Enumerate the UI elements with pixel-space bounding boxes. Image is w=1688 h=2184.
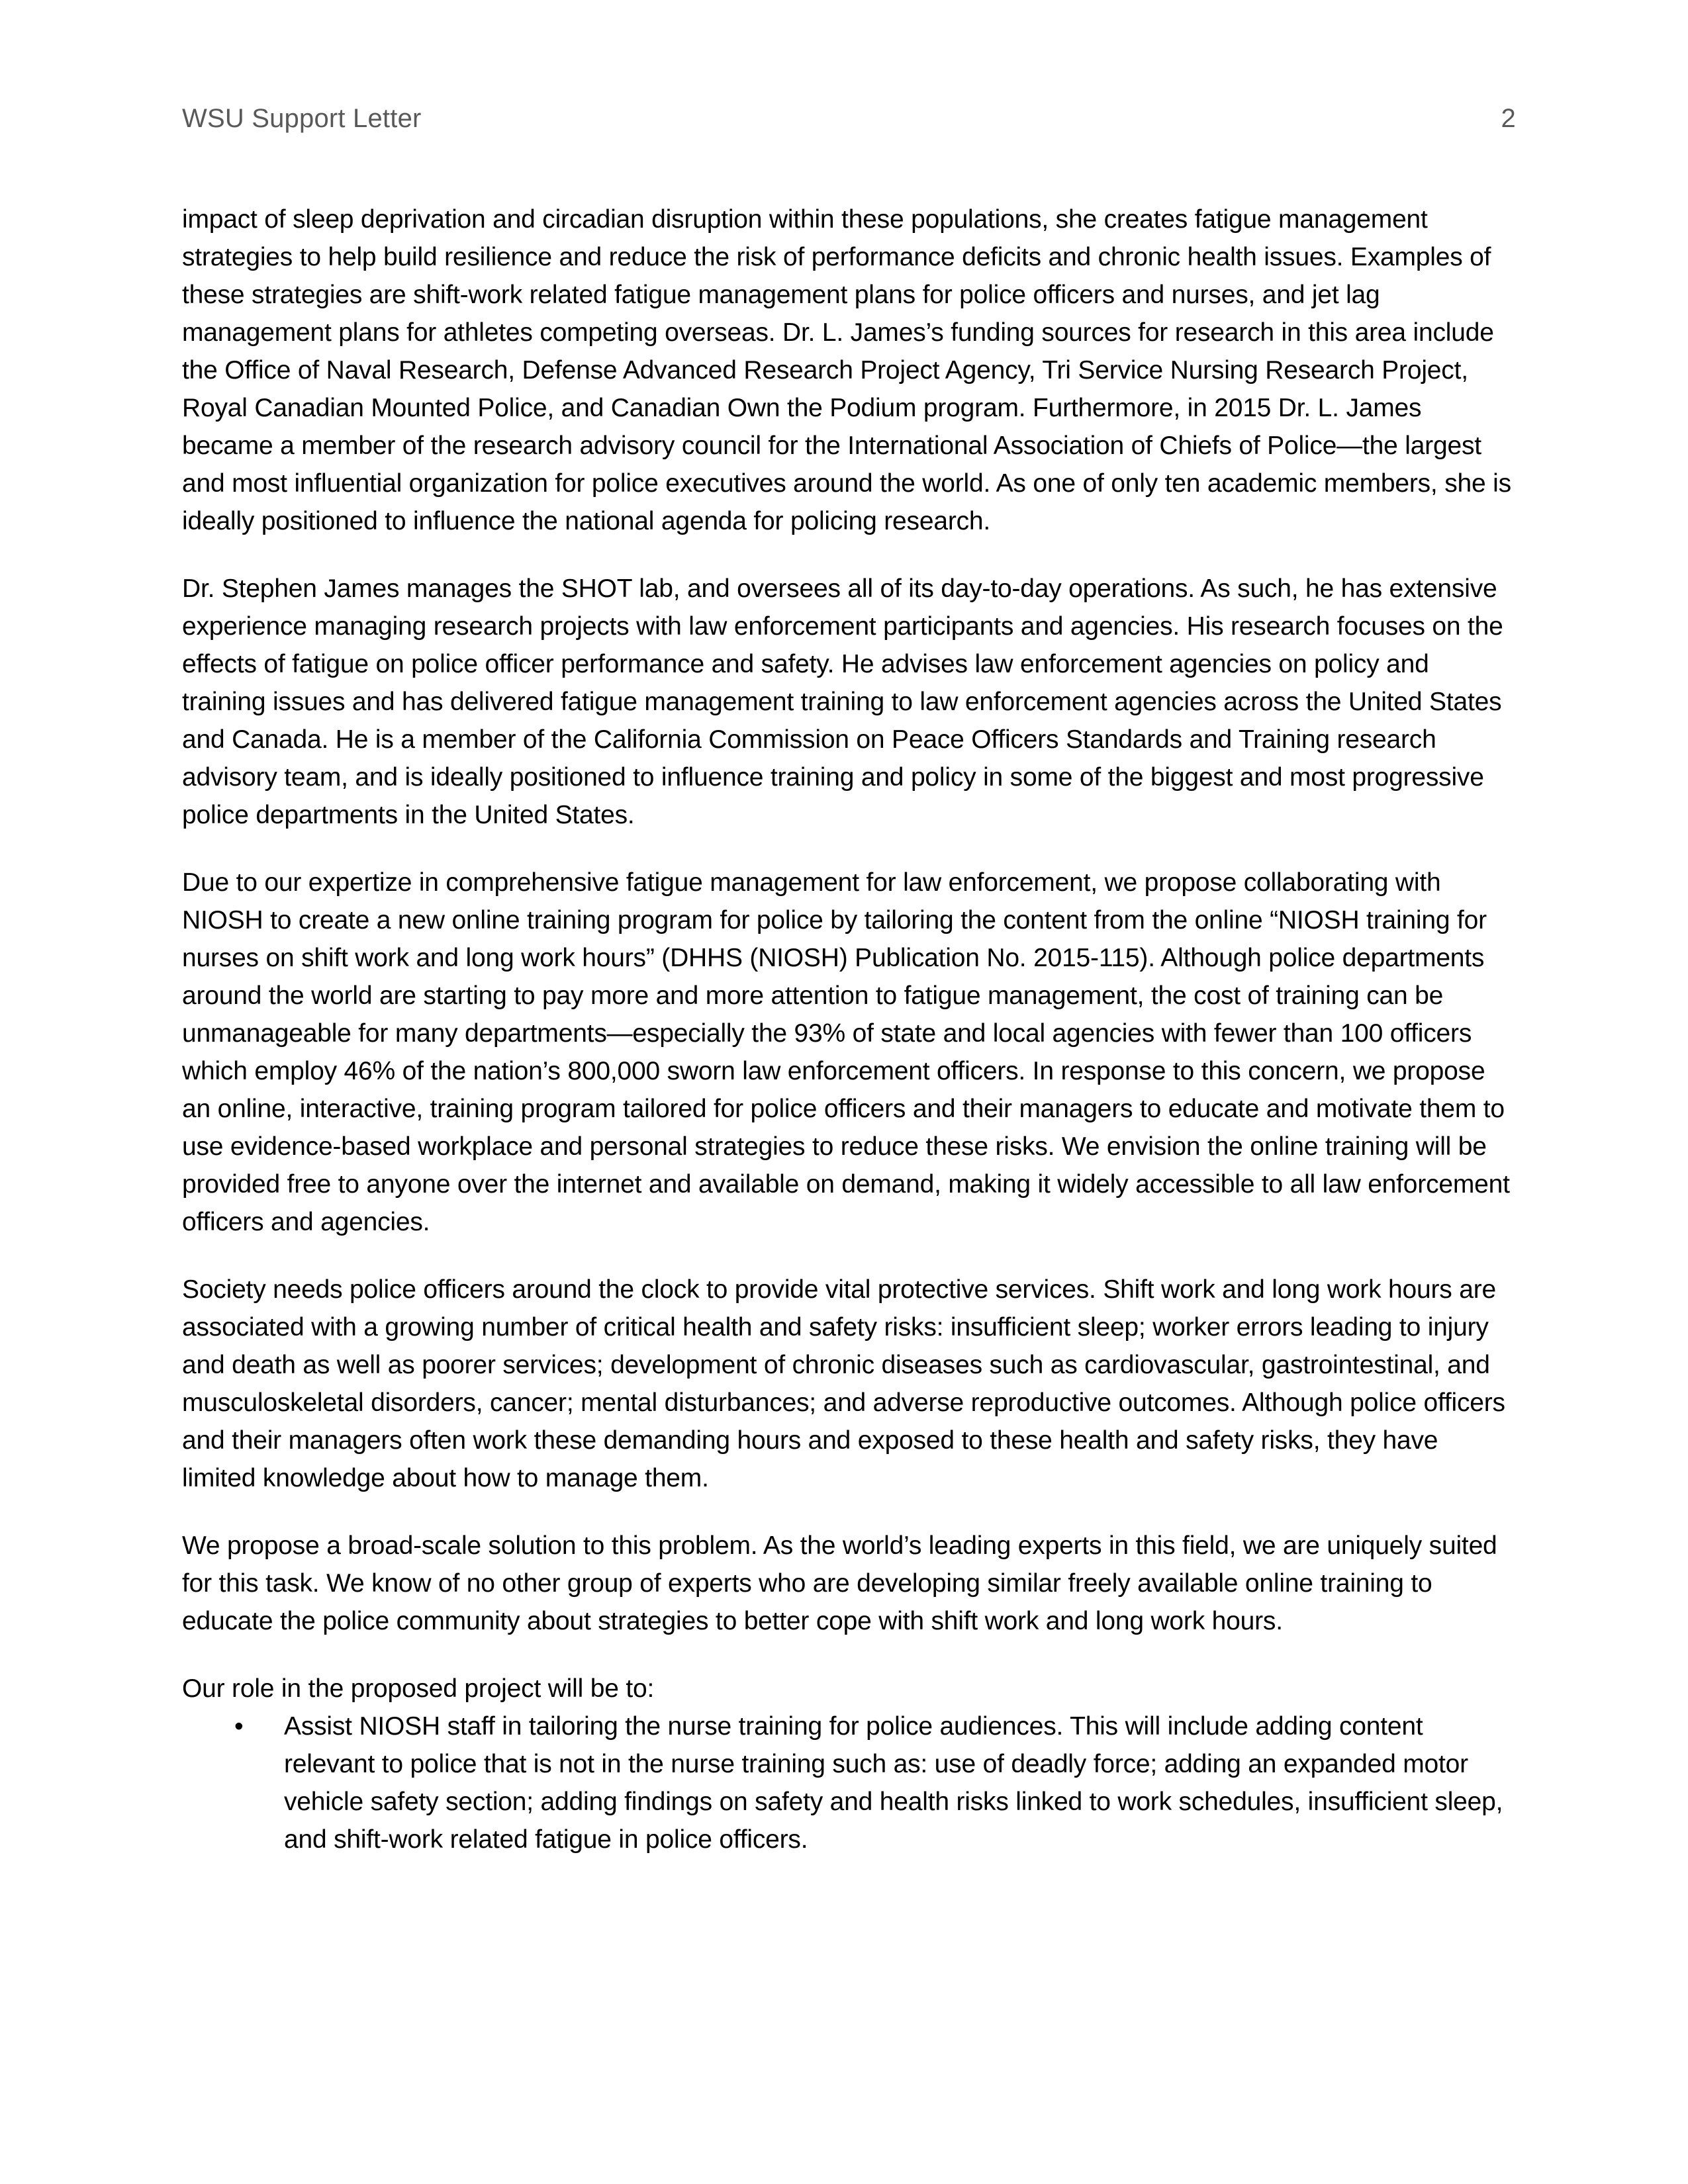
paragraph-broad-scale-solution: We propose a broad-scale solution to this problem. As the world’s leading experts in this field, we are uniquely suited for this task. We know of no other group of experts who are developing similar freely available online training to educate the police community about strategies to better cope with shift work and long work hours. bbox=[182, 1531, 1497, 1635]
bullet-list bbox=[182, 1707, 1513, 1858]
list-item-text: Assist NIOSH staff in tailoring the nurse training for police audiences. This will include adding content relevant to police that is not in the nurse training such as: use of deadly force; adding an expanded motor vehicle safety section; adding findings on safety and health risks linked to work schedules, insufficient sleep, and shift-work related fatigue in police officers. bbox=[284, 1712, 1503, 1854]
paragraph-society-needs: Society needs police officers around the clock to provide vital protective services. Shift work and long work hours are associated with a growing number of critical health and safety risks: insufficient sleep; worker errors leading to injury and death as well as poorer services; development of chronic diseases such as cardiovascular, gastrointestinal, and musculoskeletal disorders, cancer; mental disturbances; and adverse reproductive outcomes. Although police officers and their managers often work these demanding hours and exposed to these health and safety risks, they have limited knowledge about how to manage them. bbox=[182, 1275, 1505, 1492]
paragraph-stephen-james: Dr. Stephen James manages the SHOT lab, and oversees all of its day-to-day operations. As such, he has extensive experience managing research projects with law enforcement participants and agencies. His research focuses on the effects of fatigue on police officer performance and safety. He advises law enforcement agencies on policy and training issues and has delivered fatigue management training to law enforcement agencies across the United States and Canada. He is a member of the California Commission on Peace Officers Standards and Training research advisory team, and is ideally positioned to influence training and policy in some of the biggest and most progressive police departments in the United States. bbox=[182, 574, 1503, 829]
paragraph-sleep-deprivation: impact of sleep deprivation and circadian disruption within these populations, she creates fatigue management strategies to help build resilience and reduce the risk of performance deficits and chronic health issues. Examples of these strategies are shift-work related fatigue management plans for police officers and nurses, and jet lag management plans for athletes competing overseas. Dr. L. James’s funding sources for research in this area include the Office of Naval Research, Defense Advanced Research Project Agency, Tri Service Nursing Research Project, Royal Canadian Mounted Police, and Canadian Own the Podium program. Furthermore, in 2015 Dr. L. James became a member of the research advisory council for the International Association of Chiefs of Police—the largest and most influential organization for police executives around the world. As one of only ten academic members, she is ideally positioned to influence the national agenda for policing research. bbox=[182, 205, 1511, 535]
list-item bbox=[182, 1707, 1513, 1858]
page-header bbox=[182, 103, 1516, 134]
document-title: WSU Support Letter bbox=[182, 104, 422, 133]
document-body bbox=[182, 201, 1513, 1858]
list-intro: Our role in the proposed project will be to: bbox=[182, 1674, 655, 1703]
paragraph-niosh-proposal: Due to our expertize in comprehensive fatigue management for law enforcement, we propose collaborating with NIOSH to create a new online training program for police by tailoring the content from the online “NIOSH training for nurses on shift work and long work hours” (DHHS (NIOSH) Publication No. 2015-115). Although police departments around the world are starting to pay more and more attention to fatigue management, the cost of training can be unmanageable for many departments—especially the 93% of state and local agencies with fewer than 100 officers which employ 46% of the nation’s 800,000 sworn law enforcement officers. In response to this concern, we propose an online, interactive, training program tailored for police officers and their managers to educate and motivate them to use evidence-based workplace and personal strategies to reduce these risks. We envision the online training will be provided free to anyone over the internet and available on demand, making it widely accessible to all law enforcement officers and agencies. bbox=[182, 868, 1510, 1236]
bullet-icon: • bbox=[234, 1712, 244, 1741]
page-number: 2 bbox=[1501, 104, 1516, 133]
